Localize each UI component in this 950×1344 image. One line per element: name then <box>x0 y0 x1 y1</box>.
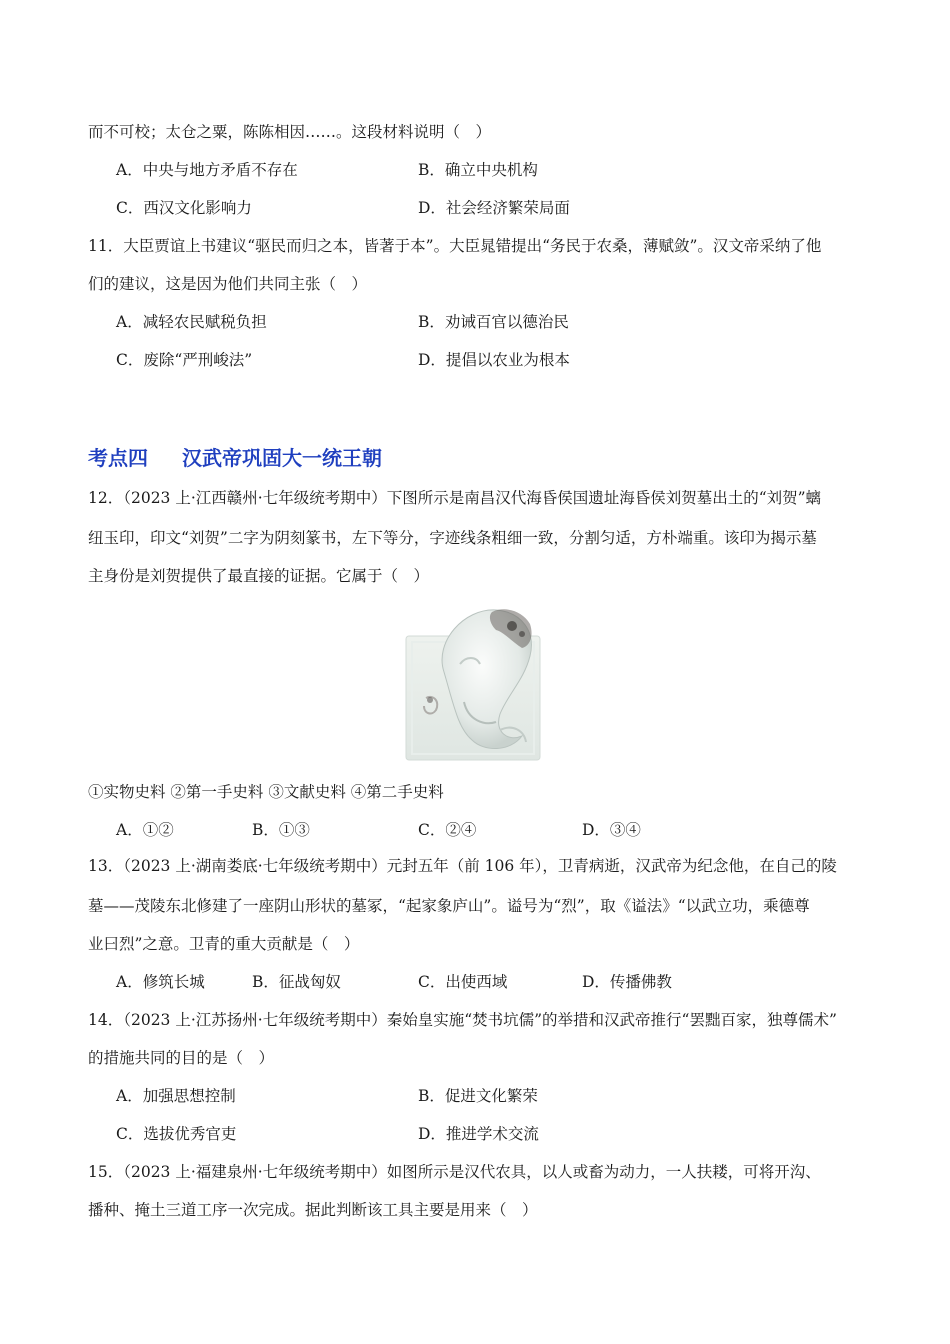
q15-stem-line2: 播种、掩土三道工序一次完成。据此判断该工具主要是用来（ ） <box>88 1201 538 1219</box>
q12-option-d[interactable]: D．③④ <box>582 821 641 839</box>
q10-option-c[interactable]: C．西汉文化影响力 <box>116 199 252 217</box>
q11-stem-line1: 11．大臣贾谊上书建议“驱民而归之本，皆著于本”。大臣晁错提出“务民于农桑，薄赋敛”。汉文帝采纳了他 <box>88 237 822 255</box>
q11-stem-line2: 们的建议，这是因为他们共同主张（ ） <box>88 275 368 293</box>
q14-option-d[interactable]: D．推进学术交流 <box>418 1125 539 1143</box>
jade-seal-image <box>404 602 542 762</box>
q13-option-d[interactable]: D．传播佛教 <box>582 973 672 991</box>
q13-option-a[interactable]: A．修筑长城 <box>116 973 205 991</box>
q10-option-a[interactable]: A．中央与地方矛盾不存在 <box>116 161 298 179</box>
q10-stem: 而不可校；太仓之粟，陈陈相因……。这段材料说明（ ） <box>88 123 492 141</box>
q12-option-c[interactable]: C．②④ <box>418 821 477 839</box>
q12-stem-line1: 12．（2023 上·江西赣州·七年级统考期中）下图所示是南昌汉代海昏侯国遗址海昏侯刘贺墓出土的“刘贺”螭 <box>88 489 822 507</box>
q12-stem-line3: 主身份是刘贺提供了最直接的证据。它属于（ ） <box>88 567 430 585</box>
q12-choices: ①实物史料 ②第一手史料 ③文献史料 ④第二手史料 <box>88 783 444 801</box>
q14-stem-line2: 的措施共同的目的是（ ） <box>88 1049 275 1067</box>
q10-option-b[interactable]: B．确立中央机构 <box>418 161 538 179</box>
q13-stem-line1: 13．（2023 上·湖南娄底·七年级统考期中）元封五年（前 106 年），卫青病逝，汉武帝为纪念他，在自己的陵 <box>88 857 837 875</box>
q13-stem-line3: 业曰烈”之意。卫青的重大贡献是（ ） <box>88 935 360 953</box>
q12-option-a[interactable]: A．①② <box>116 821 174 839</box>
q11-option-c[interactable]: C．废除“严刑峻法” <box>116 351 253 369</box>
q12-stem-line2: 纽玉印，印文“刘贺”二字为阴刻篆书，左下等分，字迹线条粗细一致，分割匀适，方朴端重。该印为揭示墓 <box>88 529 817 547</box>
q11-option-a[interactable]: A．减轻农民赋税负担 <box>116 313 267 331</box>
q13-stem-line2: 墓——茂陵东北修建了一座阴山形状的墓冢，“起家象庐山”。谥号为“烈”，取《谥法》“以武立功，乘德尊 <box>88 897 810 915</box>
q12-option-b[interactable]: B．①③ <box>252 821 310 839</box>
q11-option-d[interactable]: D．提倡以农业为根本 <box>418 351 570 369</box>
q14-option-c[interactable]: C．选拔优秀官吏 <box>116 1125 237 1143</box>
section-label: 考点四 <box>88 446 148 470</box>
q11-option-b[interactable]: B．劝诫百官以德治民 <box>418 313 569 331</box>
q14-option-a[interactable]: A．加强思想控制 <box>116 1087 236 1105</box>
section-title: 汉武帝巩固大一统王朝 <box>182 446 382 470</box>
q10-option-d[interactable]: D．社会经济繁荣局面 <box>418 199 570 217</box>
q13-option-b[interactable]: B．征战匈奴 <box>252 973 341 991</box>
q14-stem-line1: 14．（2023 上·江苏扬州·七年级统考期中）秦始皇实施“焚书坑儒”的举措和汉武帝推行“罢黜百家，独尊儒术” <box>88 1011 837 1029</box>
q15-stem-line1: 15．（2023 上·福建泉州·七年级统考期中）如图所示是汉代农具，以人或畜为动力，一人扶耧，可将开沟、 <box>88 1163 821 1181</box>
q13-option-c[interactable]: C．出使西域 <box>418 973 508 991</box>
section-heading <box>88 442 382 471</box>
q14-option-b[interactable]: B．促进文化繁荣 <box>418 1087 538 1105</box>
